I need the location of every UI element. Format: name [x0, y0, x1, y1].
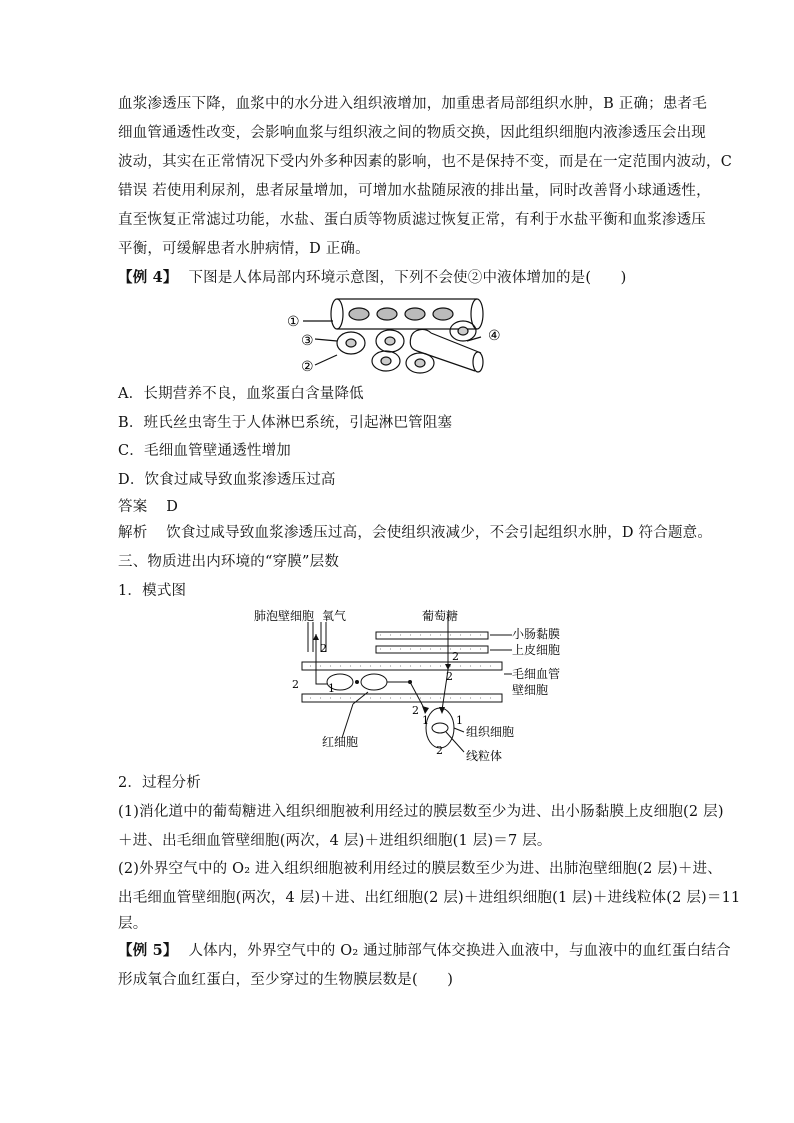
num-label: 1 — [422, 714, 429, 727]
blood-cell — [349, 308, 369, 320]
num-label: 2 — [446, 670, 453, 683]
red-blood-cell — [361, 674, 387, 690]
text-line: 直至恢复正常滤过功能，水盐、蛋白质等物质滤过恢复正常，有利于水盐平衡和血浆渗透压 — [118, 212, 706, 228]
label-capillary-1: 毛细血管 — [512, 667, 560, 681]
example-5-line — [118, 941, 731, 961]
blood-cell — [377, 308, 397, 320]
label-oxygen: 氧气 — [322, 609, 347, 623]
text-line: 层。 — [118, 916, 148, 932]
tissue-diagram — [285, 293, 510, 375]
text-line: 血浆渗透压下降，血浆中的水分进入组织液增加，加重患者局部组织水肿，B 正确；患者毛 — [118, 96, 707, 112]
analysis-text: 饮食过咸导致血浆渗透压过高，会使组织液减少，不会引起组织水肿，D 符合题意。 — [166, 525, 713, 541]
num-label: 2 — [292, 678, 299, 691]
membrane-diagram — [250, 604, 560, 766]
num-label: 1 — [456, 714, 463, 727]
text-line: 错误 若使用利尿剂，患者尿量增加，可增加水盐随尿液的排出量，同时改善肾小球通透性， — [118, 183, 711, 199]
text-line: 形成氧合血红蛋白，至少穿过的生物膜层数是( ) — [118, 972, 454, 988]
subsection-title: 2．过程分析 — [118, 775, 201, 791]
label-4: ④ — [488, 328, 501, 344]
text-line: (1)消化道中的葡萄糖进入组织细胞被利用经过的膜层数至少为进、出小肠黏膜上皮细胞(2 层) — [118, 804, 724, 820]
label-tissue: 组织细胞 — [466, 725, 515, 739]
label-alveolus: 肺泡壁细胞 — [254, 609, 315, 623]
option-a: A．长期营养不良，血浆蛋白含量降低 — [118, 386, 364, 402]
label-intestine-1: 小肠黏膜 — [512, 627, 560, 641]
text-line: ＋进、出毛细血管壁细胞(两次，4 层)＋进组织细胞(1 层)＝7 层。 — [118, 833, 552, 849]
label-rbc: 红细胞 — [322, 735, 359, 749]
text-line: 波动，其实在正常情况下受内外多种因素的影响，也不是保持不变，而是在一定范围内波动，C — [118, 154, 732, 170]
text-line: 平衡，可缓解患者水肿病情，D 正确。 — [118, 241, 370, 257]
tissue-cell — [426, 708, 454, 748]
example-tag: 【例 4】 — [118, 269, 178, 286]
example-4-question — [118, 268, 626, 288]
num-label: 2 — [436, 744, 443, 757]
analysis-label: 解析 — [118, 525, 148, 541]
label-mito: 线粒体 — [466, 749, 503, 763]
mitochondrion — [432, 723, 448, 733]
subsection-title: 1．模式图 — [118, 583, 187, 599]
label-glucose: 葡萄糖 — [422, 609, 459, 623]
num-label: 2 — [412, 704, 419, 717]
text-line: 细血管通透性改变，会影响血浆与组织液之间的物质交换，因此组织细胞内液渗透压会出现 — [118, 125, 706, 141]
label-1: ① — [287, 314, 300, 330]
capillary-wall — [302, 662, 502, 670]
option-b: B．班氏丝虫寄生于人体淋巴系统，引起淋巴管阻塞 — [118, 415, 453, 431]
blood-cell — [433, 308, 453, 320]
analysis-line — [118, 523, 712, 543]
label-3: ③ — [301, 333, 314, 349]
num-label: 1 — [328, 682, 335, 695]
num-label: 2 — [452, 650, 459, 663]
example-tag: 【例 5】 — [118, 942, 178, 959]
text-line: 出毛细血管壁细胞(两次，4 层)＋进、出红细胞(2 层)＋进组织细胞(1 层)＋进线粒体(2 层)＝11 — [118, 890, 741, 906]
text-line: (2)外界空气中的 O₂ 进入组织细胞被利用经过的膜层数至少为进、出肺泡壁细胞(2 层)＋进、 — [118, 861, 723, 877]
question-text: 下图是人体局部内环境示意图，下列不会使②中液体增加的是( ) — [188, 270, 627, 286]
section-title: 三、物质进出内环境的“穿膜”层数 — [118, 554, 340, 570]
answer-label: 答案 — [118, 499, 148, 515]
label-capillary-2: 壁细胞 — [512, 683, 549, 697]
option-d: D．饮食过咸导致血浆渗透压过高 — [118, 472, 336, 488]
question-text: 人体内，外界空气中的 O₂ 通过肺部气体交换进入血液中，与血液中的血红蛋白结合 — [188, 943, 731, 959]
answer-value: D — [166, 499, 179, 515]
answer-line — [118, 497, 178, 517]
intestinal-epithelium — [376, 632, 488, 639]
label-2: ② — [301, 359, 314, 375]
num-label: 2 — [320, 642, 327, 655]
blood-cell — [405, 308, 425, 320]
option-c: C．毛细血管壁通透性增加 — [118, 443, 291, 459]
label-intestine-2: 上皮细胞 — [512, 643, 560, 657]
